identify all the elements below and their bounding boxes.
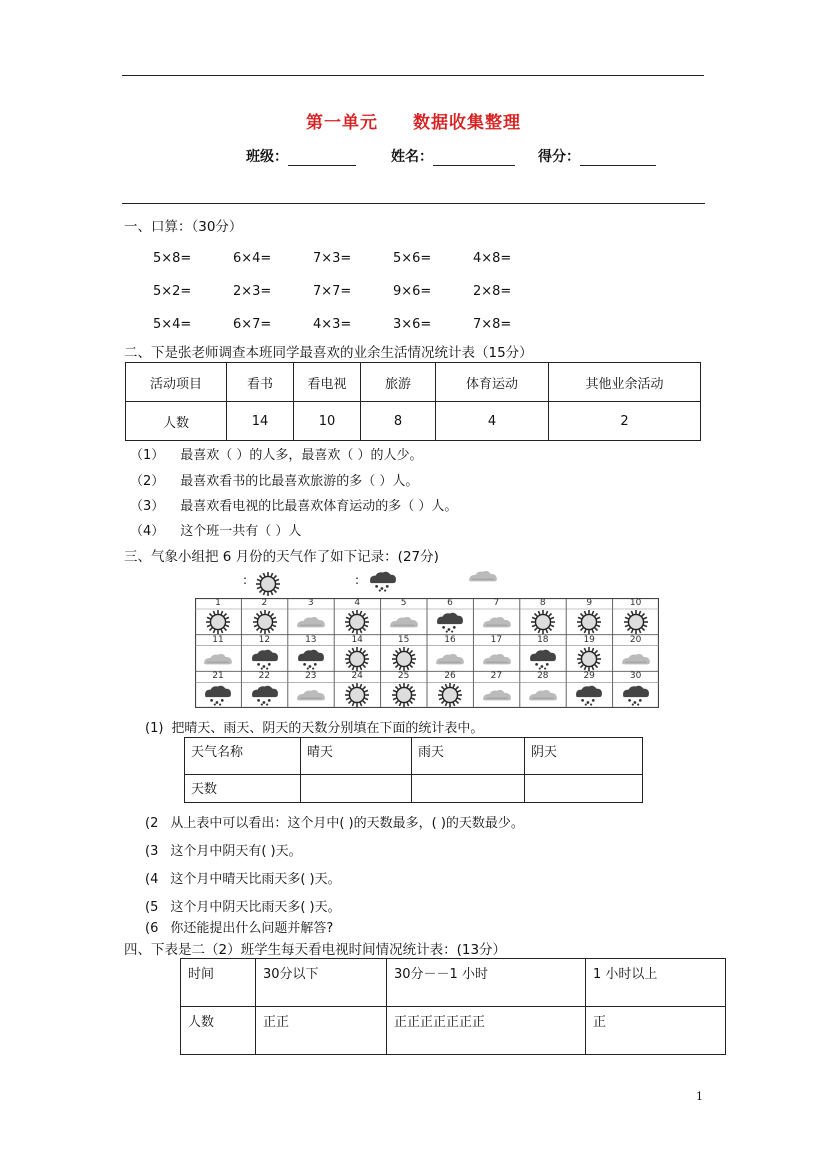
calendar-day-number: 1 xyxy=(215,598,221,608)
question-number: (5 xyxy=(145,900,159,915)
math-problem: 2×8= xyxy=(473,284,512,299)
calendar-day-number: 30 xyxy=(629,671,642,682)
table-cell: 2 xyxy=(549,402,701,441)
question xyxy=(130,444,423,463)
score-blank[interactable] xyxy=(580,151,656,166)
question-number: （3） xyxy=(130,499,165,514)
table-cell: 4 xyxy=(436,402,549,441)
question-text: 从上表中可以看出：这个月中( )的天数最多，( )的天数最少。 xyxy=(170,816,524,831)
calendar-day-number: 5 xyxy=(400,598,407,608)
table-row xyxy=(126,402,701,441)
table-cell: 阴天 xyxy=(525,738,643,775)
question xyxy=(145,812,524,831)
table-row xyxy=(126,363,701,402)
section2-heading: 二、下是张老师调查本班同学最喜欢的业余生活情况统计表（15分） xyxy=(124,345,533,361)
weather-calendar xyxy=(195,598,659,708)
calendar-day-number: 27 xyxy=(490,671,503,682)
question-number: (6 xyxy=(145,921,159,936)
math-problem: 5×8= xyxy=(153,251,192,266)
calendar-day-number: 4 xyxy=(354,598,361,608)
table-cell: 30分－－1 小时 xyxy=(387,959,586,1007)
question-text: 这个月中阴天有( )天。 xyxy=(170,844,302,859)
calendar-day-number: 16 xyxy=(444,634,456,645)
section1-heading: 一、口算：（30分） xyxy=(124,219,243,235)
question-text: 把晴天、雨天、阴天的天数分别填在下面的统计表中。 xyxy=(171,721,484,736)
math-problem: 7×8= xyxy=(473,317,512,332)
math-problem: 2×3= xyxy=(233,284,272,299)
section4-heading: 四、下表是二（2）班学生每天看电视时间情况统计表：(13分） xyxy=(124,942,507,958)
legend-label: : xyxy=(355,573,360,587)
legend-label: : xyxy=(243,573,248,587)
table-cell: 时间 xyxy=(181,959,256,1007)
table-cell: 14 xyxy=(227,402,294,441)
question-text: 这个班一共有（ ）人 xyxy=(180,524,302,539)
page-number: 1 xyxy=(696,1090,703,1103)
cloud-icon xyxy=(481,651,513,671)
question xyxy=(145,868,341,887)
question-text: 你还能提出什么问题并解答? xyxy=(170,921,334,936)
rain-icon xyxy=(367,570,399,596)
calendar-day-number: 17 xyxy=(490,634,503,645)
name-blank[interactable] xyxy=(433,151,515,166)
calendar-day-number: 12 xyxy=(258,634,271,645)
cloud-icon xyxy=(434,651,466,671)
question-text: 最喜欢看书的比最喜欢旅游的多（ ）人。 xyxy=(180,474,419,489)
rain-icon xyxy=(434,611,466,637)
calendar-day-number: 10 xyxy=(629,598,642,608)
rain-icon xyxy=(295,648,327,674)
calendar-day-number: 9 xyxy=(586,598,593,608)
header-rule xyxy=(122,203,705,204)
question-number: (3 xyxy=(145,844,159,859)
table-row xyxy=(181,959,726,1007)
calendar-day-number: 22 xyxy=(258,671,271,682)
math-problem: 6×7= xyxy=(233,317,272,332)
math-problem: 5×6= xyxy=(393,251,432,266)
cloud-icon xyxy=(202,651,234,671)
table-cell: 雨天 xyxy=(412,738,525,775)
question-text: 这个月中晴天比雨天多( )天。 xyxy=(170,872,341,887)
activity-table xyxy=(125,362,701,441)
calendar-day-number: 24 xyxy=(351,671,363,682)
question xyxy=(130,520,301,539)
sun-icon xyxy=(255,571,281,601)
calendar-day-number: 19 xyxy=(583,634,595,645)
math-problem: 7×3= xyxy=(313,251,352,266)
table-cell: 看电视 xyxy=(294,363,361,402)
table-cell: 8 xyxy=(361,402,436,441)
tv-time-table xyxy=(180,958,726,1055)
question-text: 这个月中阴天比雨天多( )天。 xyxy=(170,900,341,915)
calendar-day-number: 28 xyxy=(537,671,549,682)
question-number: （4） xyxy=(130,524,165,539)
sun-icon xyxy=(437,682,463,712)
rain-icon xyxy=(527,648,559,674)
cloud-icon xyxy=(527,687,559,707)
table-cell: 正 xyxy=(586,1007,726,1055)
rain-icon xyxy=(202,684,234,710)
math-problem: 5×2= xyxy=(153,284,192,299)
question-text: 最喜欢看电视的比最喜欢体育运动的多（ ）人。 xyxy=(180,499,458,514)
section3-heading: 三、气象小组把 6 月份的天气作了如下记录：(27分) xyxy=(124,549,439,565)
question xyxy=(145,917,333,936)
calendar-day-number: 18 xyxy=(537,634,549,645)
table-cell: 人数 xyxy=(126,402,227,441)
class-blank[interactable] xyxy=(288,151,356,166)
answer-cell[interactable] xyxy=(301,775,412,803)
table-cell: 正正 xyxy=(256,1007,387,1055)
table-cell: 其他业余活动 xyxy=(549,363,701,402)
calendar-day-number: 15 xyxy=(397,634,410,645)
table-cell: 旅游 xyxy=(361,363,436,402)
question xyxy=(130,495,457,514)
table-cell: 体育运动 xyxy=(436,363,549,402)
table-cell: 正正正正正正正 xyxy=(387,1007,586,1055)
math-problem: 3×6= xyxy=(393,317,432,332)
weather-table xyxy=(184,737,643,803)
table-cell: 看书 xyxy=(227,363,294,402)
score-field[interactable] xyxy=(538,146,656,166)
answer-cell[interactable] xyxy=(525,775,643,803)
calendar-day-number: 6 xyxy=(447,598,453,608)
calendar-day-number: 11 xyxy=(212,634,224,645)
math-problem: 4×8= xyxy=(473,251,512,266)
cloud-icon xyxy=(295,614,327,634)
question xyxy=(130,470,418,489)
table-cell: 1 小时以上 xyxy=(586,959,726,1007)
unit-topic: 数据收集整理 xyxy=(412,113,521,133)
calendar-day-number: 7 xyxy=(493,598,500,608)
table-cell: 活动项目 xyxy=(126,363,227,402)
math-problem: 5×4= xyxy=(153,317,192,332)
calendar-day-number: 21 xyxy=(212,671,224,682)
math-problem: 4×3= xyxy=(313,317,352,332)
cloud-icon xyxy=(388,614,420,634)
cloud-icon xyxy=(481,614,513,634)
table-row xyxy=(181,1007,726,1055)
calendar-day-number: 23 xyxy=(305,671,317,682)
sun-icon xyxy=(391,682,417,712)
rain-icon xyxy=(249,648,281,674)
calendar-day-number: 25 xyxy=(397,671,410,682)
calendar-day-number: 13 xyxy=(305,634,317,645)
score-label: 得分： xyxy=(538,149,580,165)
table-cell: 10 xyxy=(294,402,361,441)
class-field[interactable] xyxy=(246,146,356,166)
question-number: （1） xyxy=(130,448,165,463)
sun-icon xyxy=(344,682,370,712)
cloud-icon xyxy=(467,568,499,588)
calendar-day-number: 26 xyxy=(444,671,456,682)
top-rule xyxy=(122,75,704,76)
table-cell: 人数 xyxy=(181,1007,256,1055)
rain-icon xyxy=(573,684,605,710)
question xyxy=(145,717,483,736)
cloud-icon xyxy=(295,687,327,707)
answer-cell[interactable] xyxy=(412,775,525,803)
unit-label: 第一单元 xyxy=(306,113,379,133)
calendar-day-number: 3 xyxy=(307,598,314,608)
cloud-icon xyxy=(620,651,652,671)
question xyxy=(145,840,302,859)
question-number: （2） xyxy=(130,474,165,489)
table-cell: 天气名称 xyxy=(185,738,301,775)
cloud-icon xyxy=(481,687,513,707)
question xyxy=(145,896,341,915)
table-row xyxy=(185,738,643,775)
page-title xyxy=(0,108,827,133)
table-cell: 30分以下 xyxy=(256,959,387,1007)
question-number: (4 xyxy=(145,872,159,887)
class-label: 班级： xyxy=(246,149,288,165)
calendar-day-number: 2 xyxy=(261,598,268,608)
table-cell: 晴天 xyxy=(301,738,412,775)
table-cell: 天数 xyxy=(185,775,301,803)
rain-icon xyxy=(620,684,652,710)
calendar-day-number: 20 xyxy=(629,634,642,645)
calendar-day-number: 8 xyxy=(539,598,546,608)
question-text: 最喜欢（ ）的人多，最喜欢（ ）的人少。 xyxy=(180,448,423,463)
name-field[interactable] xyxy=(391,146,515,166)
rain-icon xyxy=(249,684,281,710)
math-problem: 7×7= xyxy=(313,284,352,299)
question-number: (1) xyxy=(145,721,164,736)
table-row xyxy=(185,775,643,803)
name-label: 姓名： xyxy=(391,149,433,165)
calendar-day-number: 14 xyxy=(351,634,363,645)
math-problem: 9×6= xyxy=(393,284,432,299)
math-problem: 6×4= xyxy=(233,251,272,266)
calendar-day-number: 29 xyxy=(583,671,595,682)
question-number: (2 xyxy=(145,816,159,831)
